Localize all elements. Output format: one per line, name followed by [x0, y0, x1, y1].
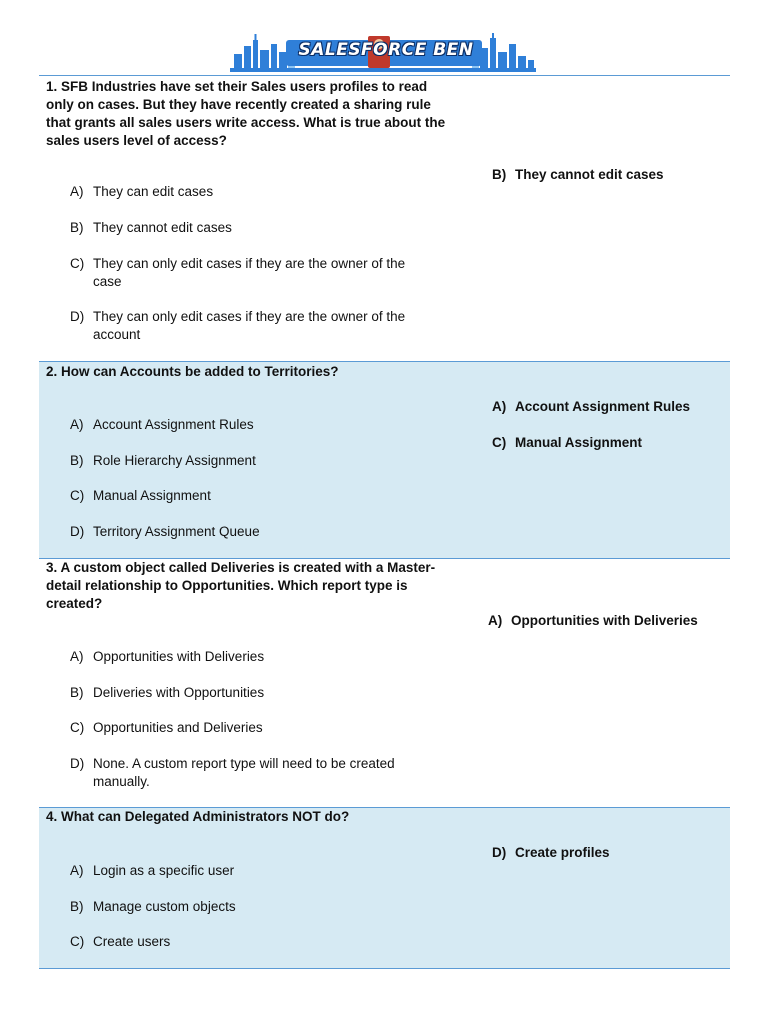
answer-text: Account Assignment Rules — [515, 399, 691, 414]
option-text: Manage custom objects — [93, 899, 236, 914]
option-text: Account Assignment Rules — [93, 417, 254, 432]
option-label: C) — [70, 934, 85, 949]
option-label: B) — [70, 453, 84, 468]
answer-text: Create profiles — [515, 845, 610, 860]
option-text: Login as a specific user — [93, 863, 235, 878]
option-text: Manual Assignment — [93, 488, 211, 503]
question-row-1 — [39, 76, 730, 362]
question-text: 2. How can Accounts be added to Territories? — [46, 364, 339, 379]
answer-label: A) — [492, 399, 507, 414]
option-label: C) — [70, 720, 85, 735]
option-label: B) — [70, 220, 84, 235]
option-text: They can only edit cases if they are the owner of the account — [93, 309, 406, 342]
question-row-3 — [39, 559, 730, 808]
question-text: 1. SFB Industries have set their Sales users profiles to read only on cases. But they have recently created a sharing rule that grants all sales users write access. What is true about the sales users level of access? — [46, 79, 446, 148]
question-row-4 — [39, 808, 730, 969]
option-label: D) — [70, 524, 85, 539]
option-label: D) — [70, 756, 85, 771]
option-label: B) — [70, 685, 84, 700]
answer-label: C) — [492, 435, 507, 450]
option-text: Role Hierarchy Assignment — [93, 453, 256, 468]
option-text: Opportunities and Deliveries — [93, 720, 263, 735]
answer-text: Manual Assignment — [515, 435, 643, 450]
option-text: None. A custom report type will need to be created manually. — [93, 756, 395, 789]
question-text: 3. A custom object called Deliveries is created with a Master-detail relationship to Opportunities. Which report type is created? — [46, 560, 436, 611]
page-header — [0, 0, 768, 74]
option-label: D) — [70, 309, 85, 324]
option-label: C) — [70, 488, 85, 503]
option-label: C) — [70, 256, 85, 271]
answer-text: Opportunities with Deliveries — [511, 613, 698, 628]
option-text: Deliveries with Opportunities — [93, 685, 265, 700]
logo-text: SALESFORCE BEN — [298, 40, 474, 60]
question-text: 4. What can Delegated Administrators NOT do? — [46, 809, 350, 824]
option-text: They can edit cases — [93, 184, 214, 199]
option-label: B) — [70, 899, 84, 914]
option-label: A) — [70, 649, 84, 664]
question-row-2 — [39, 362, 730, 559]
answer-label: D) — [492, 845, 507, 860]
salesforce-ben-logo — [230, 32, 536, 72]
answer-label: A) — [488, 613, 503, 628]
option-text: Opportunities with Deliveries — [93, 649, 265, 664]
option-text: Create users — [93, 934, 171, 949]
option-label: A) — [70, 863, 84, 878]
answer-label: B) — [492, 167, 507, 182]
option-text: They cannot edit cases — [93, 220, 232, 235]
answer-text: They cannot edit cases — [515, 167, 664, 182]
option-label: A) — [70, 184, 84, 199]
option-label: A) — [70, 417, 84, 432]
option-text: They can only edit cases if they are the owner of the case — [93, 256, 406, 289]
option-text: Territory Assignment Queue — [93, 524, 260, 539]
